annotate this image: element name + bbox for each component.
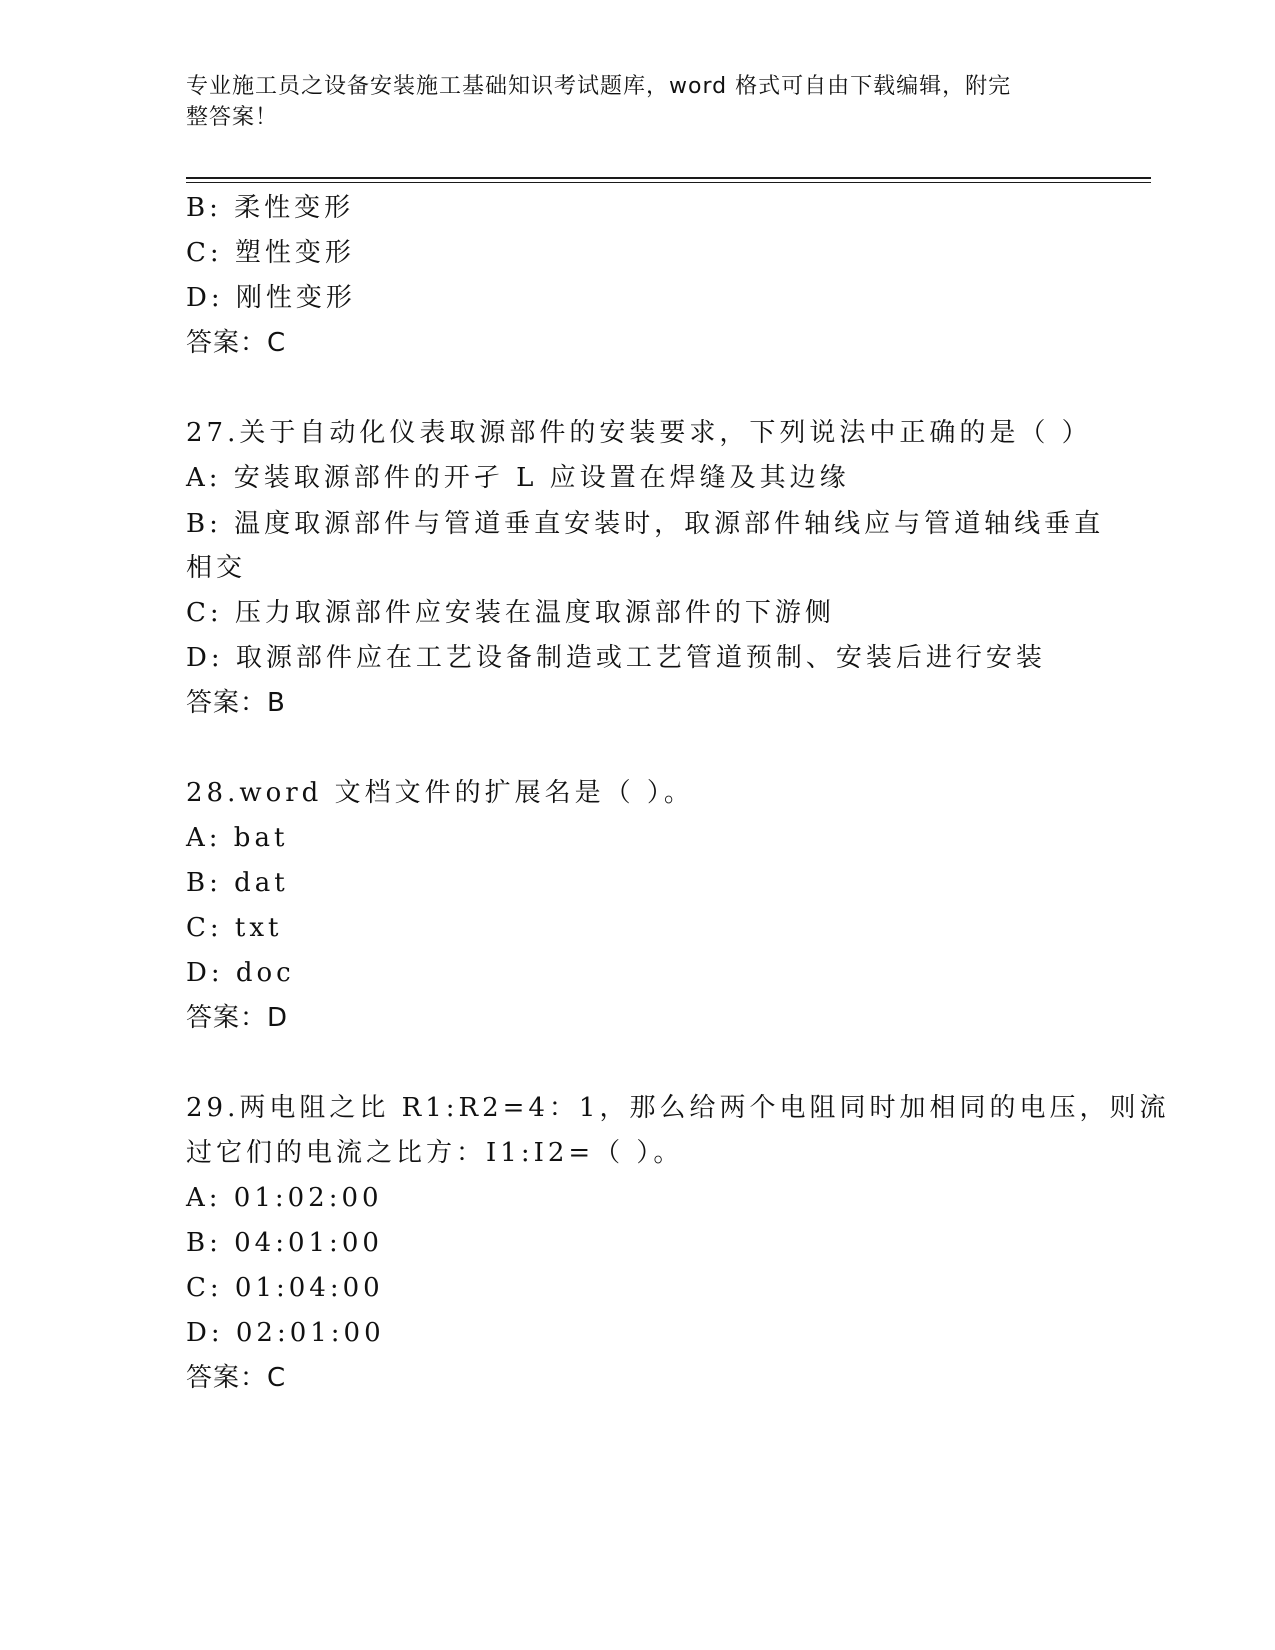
q28-option-d: D: doc: [186, 958, 295, 988]
q26-option-c: C: 塑性变形: [186, 238, 355, 268]
header-title-line2: 整答案！: [186, 105, 279, 130]
q28-option-c: C: txt: [186, 913, 283, 943]
q29-question-line1: 29.两电阻之比 R1:R2=4：1，那么给两个电阻同时加相同的电压，则流: [186, 1093, 1170, 1123]
q29-option-b: B: 04:01:00: [186, 1228, 383, 1258]
q29-option-d: D: 02:01:00: [186, 1318, 385, 1348]
q29-question-line2: 过它们的电流之比方：I1:I2=（ ）。: [186, 1138, 684, 1168]
document-header: [186, 71, 1066, 133]
q27-option-a: A: 安装取源部件的开孑 L 应设置在焊缝及其边缘: [186, 463, 850, 493]
q28-option-b: B: dat: [186, 868, 289, 898]
q27-option-c: C: 压力取源部件应安装在温度取源部件的下游侧: [186, 598, 835, 628]
q28-answer: 答案：D: [186, 1003, 289, 1033]
q29-option-a: A: 01:02:00: [186, 1183, 383, 1213]
q27-question: 27.关于自动化仪表取源部件的安装要求，下列说法中正确的是（ ）: [186, 418, 1092, 448]
header-divider-thin: [186, 182, 1151, 183]
q27-option-d: D: 取源部件应在工艺设备制造或工艺管道预制、安装后进行安装: [186, 643, 1046, 673]
q28-question: 28.word 文档文件的扩展名是（ ）。: [186, 778, 694, 808]
q29-option-c: C: 01:04:00: [186, 1273, 384, 1303]
q27-answer: 答案：B: [186, 688, 286, 718]
header-divider-thick: [186, 177, 1151, 179]
q27-option-b-line2: 相交: [186, 553, 247, 583]
q26-answer: 答案：C: [186, 328, 287, 358]
header-title-line1: 专业施工员之设备安装施工基础知识考试题库，word 格式可自由下载编辑，附完: [186, 74, 1012, 99]
q26-option-b: B: 柔性变形: [186, 193, 355, 223]
q26-option-d: D: 刚性变形: [186, 283, 356, 313]
q29-answer: 答案：C: [186, 1363, 287, 1393]
q28-option-a: A: bat: [186, 823, 289, 853]
q27-option-b-line1: B: 温度取源部件与管道垂直安装时，取源部件轴线应与管道轴线垂直: [186, 509, 1105, 539]
